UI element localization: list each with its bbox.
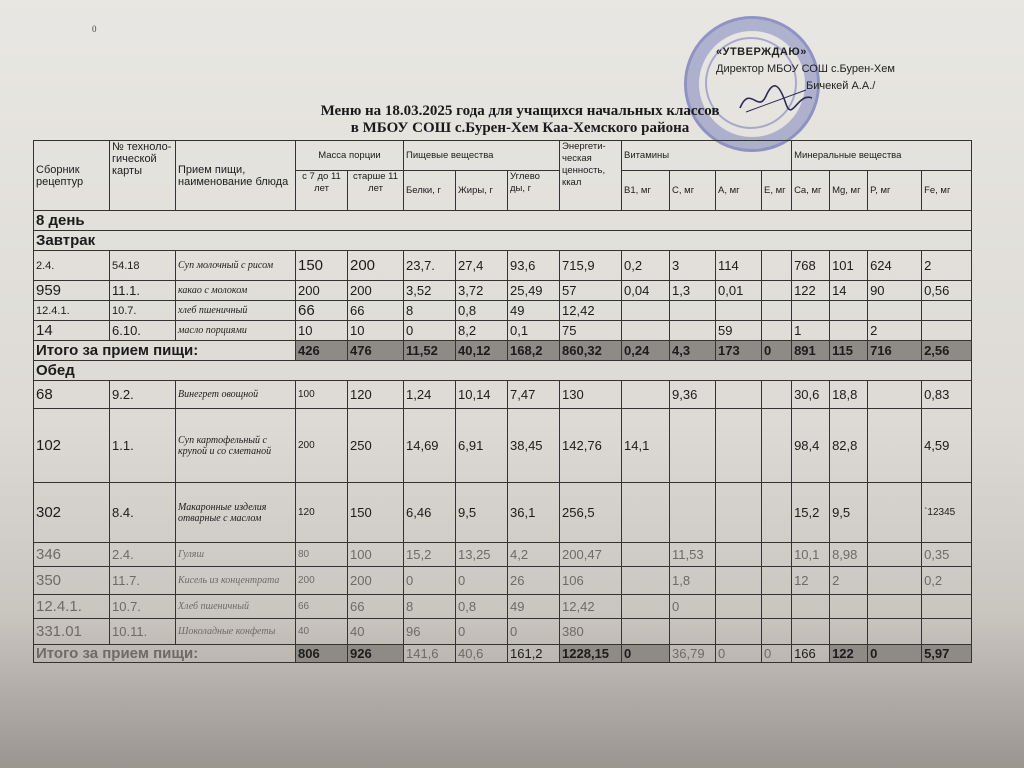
table-cell: 200: [296, 281, 348, 301]
table-cell: 1,8: [670, 567, 716, 595]
table-cell: 11,52: [404, 341, 456, 361]
table-cell: 10,1: [792, 543, 830, 567]
table-cell: 3: [670, 251, 716, 281]
table-cell: [670, 409, 716, 483]
header-mass: Масса порции: [296, 141, 404, 171]
table-cell: 0: [670, 595, 716, 619]
table-cell: 624: [868, 251, 922, 281]
table-cell: 0: [762, 645, 792, 663]
table-cell: 141,6: [404, 645, 456, 663]
table-row: [34, 409, 972, 483]
page-title: [250, 103, 790, 137]
menu-table: [33, 140, 972, 663]
table-cell: 36,79: [670, 645, 716, 663]
table-cell: [622, 321, 670, 341]
table-cell: [716, 301, 762, 321]
table-cell: 0,1: [508, 321, 560, 341]
table-cell: 806: [296, 645, 348, 663]
table-cell: 100: [296, 381, 348, 409]
table-row: [34, 543, 972, 567]
table-cell: 0: [508, 619, 560, 645]
table-cell: 13,25: [456, 543, 508, 567]
dish-name: Винегрет овощной: [176, 381, 296, 409]
table-cell: 0: [868, 645, 922, 663]
table-cell: 12,42: [560, 595, 622, 619]
table-cell: 4,2: [508, 543, 560, 567]
title-line-2: в МБОУ СОШ с.Бурен-Хем Каа-Хемского района: [350, 120, 690, 136]
table-cell: 82,8: [830, 409, 868, 483]
table-cell: 8: [404, 301, 456, 321]
table-cell: 0,24: [622, 341, 670, 361]
table-cell: 66: [296, 301, 348, 321]
table-row: [34, 619, 972, 645]
table-cell: 0,04: [622, 281, 670, 301]
table-cell: 96: [404, 619, 456, 645]
header-meal: Прием пищи, наименование блюда: [176, 141, 296, 211]
table-cell: [716, 409, 762, 483]
table-cell: 7,47: [508, 381, 560, 409]
table-cell: [670, 619, 716, 645]
table-cell: 1,24: [404, 381, 456, 409]
table-row: [34, 567, 972, 595]
table-cell: 1.1.: [110, 409, 176, 483]
header-card: № техноло-гической карты: [110, 141, 176, 211]
table-cell: 6,91: [456, 409, 508, 483]
table-cell: 120: [348, 381, 404, 409]
table-cell: 66: [348, 595, 404, 619]
table-row: [34, 595, 972, 619]
header-minerals: Минеральные вещества: [792, 141, 972, 171]
table-cell: 9,5: [456, 483, 508, 543]
table-cell: 9,5: [830, 483, 868, 543]
table-cell: 8,98: [830, 543, 868, 567]
dish-name: Суп картофельный с крупой и со сметаной: [176, 409, 296, 483]
day-label: 8 день: [34, 211, 972, 231]
table-cell: [762, 483, 792, 543]
header-c: C, мг: [670, 171, 716, 211]
table-cell: [762, 321, 792, 341]
table-cell: 4,59: [922, 409, 972, 483]
table-cell: 14,1: [622, 409, 670, 483]
dish-name: Хлеб пшеничный: [176, 595, 296, 619]
header-nutrients: Пищевые вещества: [404, 141, 560, 171]
table-cell: 25,49: [508, 281, 560, 301]
approval-heading: «УТВЕРЖДАЮ»: [716, 46, 807, 58]
table-cell: 30,6: [792, 381, 830, 409]
table-cell: 0,2: [622, 251, 670, 281]
header-carbs: Углево ды, г: [508, 171, 560, 211]
header-a: A, мг: [716, 171, 762, 211]
table-cell: 3,52: [404, 281, 456, 301]
dish-name: Шоколадные конфеты: [176, 619, 296, 645]
table-cell: 200,47: [560, 543, 622, 567]
table-cell: [622, 381, 670, 409]
table-cell: 0,83: [922, 381, 972, 409]
table-cell: 10,14: [456, 381, 508, 409]
dish-name: масло порциями: [176, 321, 296, 341]
table-cell: [716, 483, 762, 543]
table-cell: 98,4: [792, 409, 830, 483]
table-cell: [622, 543, 670, 567]
table-cell: 11,53: [670, 543, 716, 567]
table-cell: 926: [348, 645, 404, 663]
table-cell: [762, 381, 792, 409]
header-b1: B1, мг: [622, 171, 670, 211]
table-cell: 130: [560, 381, 622, 409]
corner-mark: 0: [92, 24, 97, 34]
table-cell: [762, 543, 792, 567]
table-cell: 161,2: [508, 645, 560, 663]
approval-name: Бичекей А.А./: [806, 80, 876, 92]
table-cell: 12.4.1.: [34, 301, 110, 321]
approval-block: [716, 44, 895, 95]
table-cell: 122: [830, 645, 868, 663]
header-collection: Сборник рецептур: [34, 141, 110, 211]
table-cell: 200: [296, 409, 348, 483]
table-cell: [762, 301, 792, 321]
table-cell: 12,42: [560, 301, 622, 321]
table-cell: 40: [348, 619, 404, 645]
table-row: [34, 281, 972, 301]
table-cell: 0: [716, 645, 762, 663]
table-cell: 1228,15: [560, 645, 622, 663]
table-cell: [868, 567, 922, 595]
table-cell: 331.01: [34, 619, 110, 645]
table-cell: [868, 301, 922, 321]
table-cell: 168,2: [508, 341, 560, 361]
approval-position: Директор МБОУ СОШ с.Бурен-Хем: [716, 63, 895, 75]
table-cell: 426: [296, 341, 348, 361]
table-cell: [762, 281, 792, 301]
table-cell: [792, 619, 830, 645]
table-cell: 8.4.: [110, 483, 176, 543]
table-cell: 38,45: [508, 409, 560, 483]
table-cell: [622, 301, 670, 321]
table-cell: [670, 483, 716, 543]
table-cell: 1,3: [670, 281, 716, 301]
table-cell: [716, 595, 762, 619]
table-cell: [762, 251, 792, 281]
table-cell: 380: [560, 619, 622, 645]
header-mass-young: с 7 до 11 лет: [296, 171, 348, 211]
table-cell: 173: [716, 341, 762, 361]
table-cell: 54.18: [110, 251, 176, 281]
table-cell: 0: [456, 619, 508, 645]
table-cell: 150: [296, 251, 348, 281]
table-cell: 200: [296, 567, 348, 595]
table-cell: [716, 567, 762, 595]
header-p: P, мг: [868, 171, 922, 211]
table-row: [34, 321, 972, 341]
table-cell: 115: [830, 341, 868, 361]
table-cell: 36,1: [508, 483, 560, 543]
table-cell: 14,69: [404, 409, 456, 483]
table-cell: [622, 483, 670, 543]
table-cell: 90: [868, 281, 922, 301]
table-cell: [792, 301, 830, 321]
table-cell: 6,46: [404, 483, 456, 543]
table-cell: 66: [296, 595, 348, 619]
table-row: [34, 381, 972, 409]
table-cell: 0,2: [922, 567, 972, 595]
table-cell: [716, 619, 762, 645]
table-cell: 2.4.: [110, 543, 176, 567]
breakfast-total-row: [34, 341, 972, 361]
table-cell: [670, 301, 716, 321]
table-cell: [868, 409, 922, 483]
table-cell: [868, 619, 922, 645]
table-cell: 350: [34, 567, 110, 595]
table-cell: 49: [508, 595, 560, 619]
table-cell: [922, 595, 972, 619]
table-cell: 8,2: [456, 321, 508, 341]
table-row: [34, 251, 972, 281]
table-cell: [868, 595, 922, 619]
table-cell: 0: [762, 341, 792, 361]
table-cell: 10: [296, 321, 348, 341]
table-cell: 59: [716, 321, 762, 341]
table-cell: [830, 301, 868, 321]
dish-name: Кисель из концентрата: [176, 567, 296, 595]
table-cell: [830, 619, 868, 645]
table-cell: 0,56: [922, 281, 972, 301]
table-cell: [922, 321, 972, 341]
table-cell: [868, 543, 922, 567]
table-cell: 12: [792, 567, 830, 595]
table-cell: 40,6: [456, 645, 508, 663]
table-cell: 102: [34, 409, 110, 483]
table-cell: 1: [792, 321, 830, 341]
table-cell: 66: [348, 301, 404, 321]
table-cell: 18,8: [830, 381, 868, 409]
table-cell: 2: [830, 567, 868, 595]
table-cell: 15,2: [404, 543, 456, 567]
dish-name: Суп молочный с рисом: [176, 251, 296, 281]
table-cell: [830, 321, 868, 341]
table-cell: 75: [560, 321, 622, 341]
table-cell: 101: [830, 251, 868, 281]
section-lunch: Обед: [34, 361, 972, 381]
table-cell: [922, 619, 972, 645]
lunch-total-row: [34, 645, 972, 663]
header-e: E, мг: [762, 171, 792, 211]
header-vitamins: Витамины: [622, 141, 792, 171]
table-cell: 716: [868, 341, 922, 361]
header-energy: Энергети-ческая ценность, ккал: [560, 141, 622, 211]
table-cell: 11.7.: [110, 567, 176, 595]
table-cell: 114: [716, 251, 762, 281]
table-cell: 0,8: [456, 595, 508, 619]
total-label: Итого за прием пищи:: [34, 341, 296, 361]
table-cell: 57: [560, 281, 622, 301]
table-cell: [762, 567, 792, 595]
table-cell: [716, 543, 762, 567]
table-cell: 4,3: [670, 341, 716, 361]
table-cell: 10.7.: [110, 301, 176, 321]
table-cell: 0,01: [716, 281, 762, 301]
table-cell: 250: [348, 409, 404, 483]
table-cell: 14: [830, 281, 868, 301]
table-cell: [622, 619, 670, 645]
dish-name: какао с молоком: [176, 281, 296, 301]
table-cell: 14: [34, 321, 110, 341]
table-cell: 40,12: [456, 341, 508, 361]
table-cell: 5,97: [922, 645, 972, 663]
table-cell: 150: [348, 483, 404, 543]
table-cell: 2.4.: [34, 251, 110, 281]
table-row: [34, 301, 972, 321]
table-cell: 200: [348, 567, 404, 595]
table-cell: 0: [404, 567, 456, 595]
table-cell: 891: [792, 341, 830, 361]
table-cell: [762, 409, 792, 483]
table-cell: 715,9: [560, 251, 622, 281]
header-mg: Mg, мг: [830, 171, 868, 211]
table-cell: 2,56: [922, 341, 972, 361]
title-line-1: Меню на 18.03.2025 года для учащихся начальных классов: [320, 103, 720, 119]
table-cell: 0,8: [456, 301, 508, 321]
table-cell: [716, 381, 762, 409]
table-cell: 860,32: [560, 341, 622, 361]
table-cell: 10: [348, 321, 404, 341]
table-cell: [830, 595, 868, 619]
table-cell: 11.1.: [110, 281, 176, 301]
header-protein: Белки, г: [404, 171, 456, 211]
table-cell: 200: [348, 281, 404, 301]
table-cell: [762, 619, 792, 645]
header-fe: Fe, мг: [922, 171, 972, 211]
table-row: [34, 483, 972, 543]
section-breakfast: Завтрак: [34, 231, 972, 251]
table-cell: 2: [868, 321, 922, 341]
table-cell: [622, 567, 670, 595]
table-cell: 346: [34, 543, 110, 567]
table-cell: 256,5: [560, 483, 622, 543]
table-cell: [922, 301, 972, 321]
header-ca: Ca, мг: [792, 171, 830, 211]
table-cell: 15,2: [792, 483, 830, 543]
table-cell: `12345: [922, 483, 972, 543]
table-cell: [868, 483, 922, 543]
table-cell: 40: [296, 619, 348, 645]
table-cell: 142,76: [560, 409, 622, 483]
table-cell: 6.10.: [110, 321, 176, 341]
table-cell: 12.4.1.: [34, 595, 110, 619]
table-cell: 0: [622, 645, 670, 663]
table-cell: 200: [348, 251, 404, 281]
total-label: Итого за прием пищи:: [34, 645, 296, 663]
table-cell: 120: [296, 483, 348, 543]
table-cell: 9,36: [670, 381, 716, 409]
table-cell: 23,7.: [404, 251, 456, 281]
table-cell: 9.2.: [110, 381, 176, 409]
table-cell: 959: [34, 281, 110, 301]
table-cell: 26: [508, 567, 560, 595]
table-cell: 2: [922, 251, 972, 281]
table-cell: 80: [296, 543, 348, 567]
table-cell: 49: [508, 301, 560, 321]
table-cell: [622, 595, 670, 619]
table-cell: 106: [560, 567, 622, 595]
table-cell: [762, 595, 792, 619]
table-cell: [868, 381, 922, 409]
table-cell: 476: [348, 341, 404, 361]
table-cell: 166: [792, 645, 830, 663]
table-cell: 68: [34, 381, 110, 409]
table-cell: 0: [456, 567, 508, 595]
table-cell: 0: [404, 321, 456, 341]
dish-name: Гуляш: [176, 543, 296, 567]
table-cell: 122: [792, 281, 830, 301]
dish-name: Макаронные изделия отварные с маслом: [176, 483, 296, 543]
table-cell: 10.7.: [110, 595, 176, 619]
table-cell: 768: [792, 251, 830, 281]
table-cell: [670, 321, 716, 341]
table-cell: 100: [348, 543, 404, 567]
table-cell: 93,6: [508, 251, 560, 281]
table-cell: 10.11.: [110, 619, 176, 645]
dish-name: хлеб пшеничный: [176, 301, 296, 321]
header-fat: Жиры, г: [456, 171, 508, 211]
header-mass-old: старше 11 лет: [348, 171, 404, 211]
table-cell: 8: [404, 595, 456, 619]
table-cell: 302: [34, 483, 110, 543]
table-cell: 0,35: [922, 543, 972, 567]
table-cell: 27,4: [456, 251, 508, 281]
table-cell: 3,72: [456, 281, 508, 301]
table-cell: [792, 595, 830, 619]
